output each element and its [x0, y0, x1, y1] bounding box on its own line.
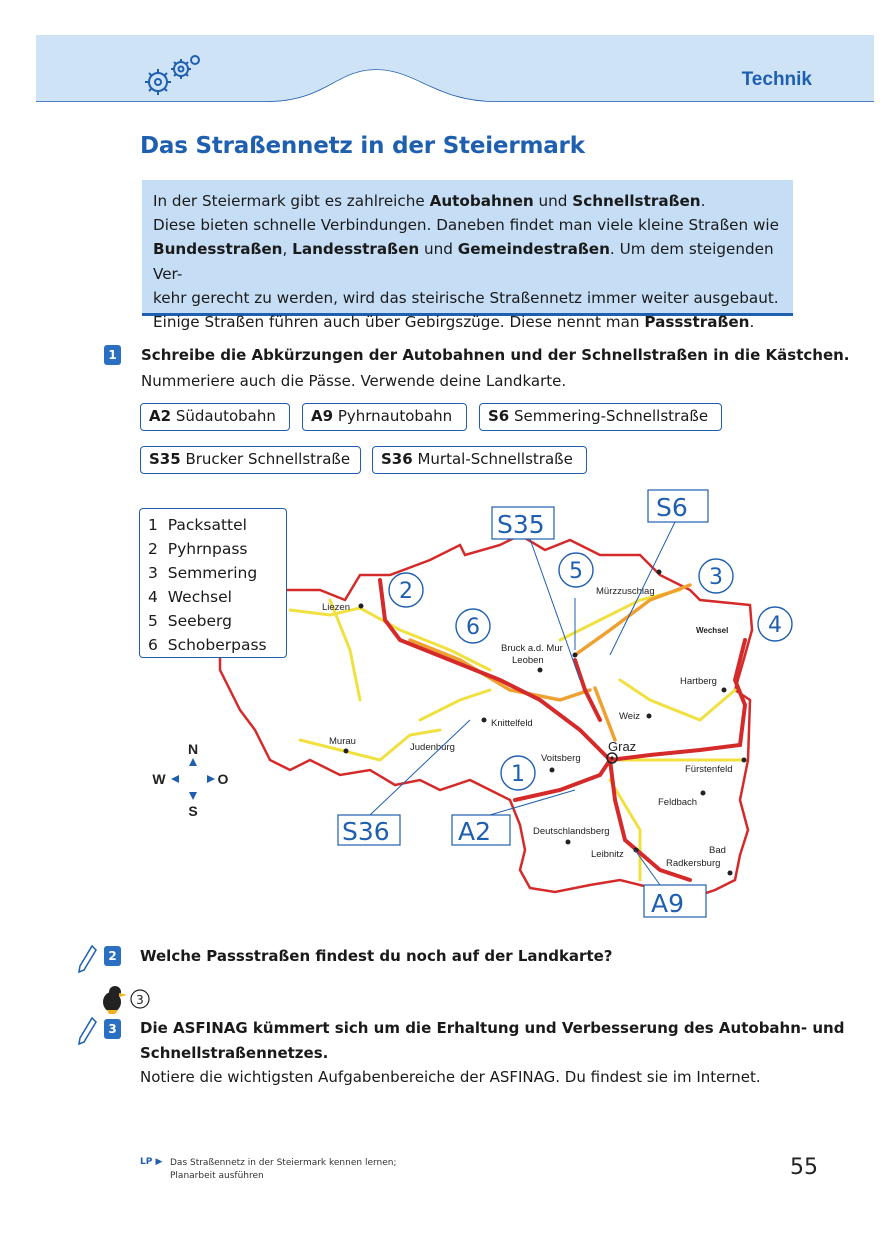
town-bad: Bad — [709, 845, 726, 856]
pass-label-1: 1 — [511, 762, 525, 787]
town-radkersburg: Radkersburg — [666, 858, 721, 869]
section-label: Technik — [741, 69, 812, 90]
footer-objectives: Das Straßennetz in der Steiermark kennen lernen; Planarbeit ausführen — [170, 1158, 397, 1181]
task-1-number: 1 — [104, 345, 121, 365]
town-weiz: Weiz — [619, 711, 640, 722]
town-feldbach: Feldbach — [658, 797, 698, 808]
answer-a2: A2 — [458, 817, 492, 846]
town-bruck: Bruck a.d. Mur — [501, 643, 563, 654]
page-title: Das Straßennetz in der Steiermark — [140, 133, 585, 159]
road-box-a9: A9 Pyhrnautobahn — [302, 403, 467, 431]
page-number: 55 — [790, 1155, 818, 1180]
town-deutschlandsberg: Deutschlandsberg — [533, 826, 610, 837]
task-2-number: 2 — [104, 946, 121, 966]
legend-item: 1 Packsattel — [148, 516, 247, 534]
road-box-s36: S36 Murtal-Schnellstraße — [372, 446, 587, 474]
answer-s35: S35 — [497, 510, 545, 539]
pass-label-5: 5 — [569, 559, 583, 584]
road-box-a2: A2 Südautobahn — [140, 403, 290, 431]
legend-item: 3 Semmering — [148, 564, 258, 582]
legend-item: 4 Wechsel — [148, 588, 232, 606]
town-hartberg: Hartberg — [680, 676, 717, 687]
svg-text:S: S — [188, 803, 198, 819]
pencil-icon — [76, 1016, 98, 1046]
town-wechsel: Wechsel — [696, 626, 729, 635]
pass-label-3: 3 — [709, 565, 723, 590]
svg-text:W: W — [152, 771, 166, 787]
answer-s36: S36 — [342, 817, 390, 846]
legend-item: 6 Schoberpass — [148, 636, 267, 654]
town-muerzzuschlag: Mürzzuschlag — [596, 586, 655, 597]
task-3-text: Notiere die wichtigsten Aufgabenbereiche der ASFINAG. Du findest sie im Internet. — [140, 1068, 761, 1086]
compass-rose — [151, 738, 231, 823]
task-1-text: Nummeriere auch die Pässe. Verwende deine Landkarte. — [141, 372, 567, 390]
town-voitsberg: Voitsberg — [541, 753, 581, 764]
footer-lp-label: LP ▶ — [140, 1157, 163, 1167]
svg-text:O: O — [217, 771, 229, 787]
pencil-icon — [76, 944, 98, 974]
town-fuerstenfeld: Fürstenfeld — [685, 764, 733, 775]
road-box-s35: S35 Brucker Schnellstraße — [140, 446, 361, 474]
level-badge: 3 — [136, 993, 144, 1007]
road-box-s6: S6 Semmering-Schnellstraße — [479, 403, 722, 431]
town-liezen: Liezen — [322, 602, 350, 613]
pass-label-6: 6 — [466, 615, 480, 640]
svg-text:N: N — [187, 741, 199, 757]
task-3-title-line-2: Schnellstraßennetzes. — [140, 1044, 329, 1062]
task-1-title: Schreibe die Abkürzungen der Autobahnen und der Schnellstraßen in die Kästchen. — [141, 346, 850, 364]
pass-label-2: 2 — [399, 579, 413, 604]
intro-box: In der Steiermark gibt es zahlreiche Autobahnen und Schnellstraßen. Diese bieten schnelle Verbindungen. Daneben findet man viele kleine Straßen wie Bundesstraßen, Landesstraßen und Gemeindestraßen. Um dem steigenden Ver- kehr gerecht zu werden, wird das steirische Straßennetz immer weiter ausgebaut. Einige Straßen führen auch über Gebirgszüge. Diese nennt man Passstraßen. — [142, 180, 793, 316]
pass-label-4: 4 — [768, 613, 782, 638]
task-2-title: Welche Passstraßen findest du noch auf der Landkarte? — [140, 947, 613, 965]
legend-item: 5 Seeberg — [148, 612, 232, 630]
town-graz: Graz — [608, 739, 637, 754]
bird-level-icon — [98, 982, 152, 1016]
town-murau: Murau — [329, 736, 356, 747]
gears-icon — [140, 52, 210, 102]
task-3-number: 3 — [104, 1019, 121, 1039]
town-leibnitz: Leibnitz — [591, 849, 624, 860]
pass-legend — [139, 508, 287, 658]
task-3-title-line-1: Die ASFINAG kümmert sich um die Erhaltung und Verbesserung des Autobahn- und — [140, 1019, 845, 1037]
town-leoben: Leoben — [512, 655, 544, 666]
town-knittelfeld: Knittelfeld — [491, 718, 533, 729]
answer-a9: A9 — [651, 889, 685, 918]
answer-s6: S6 — [656, 493, 688, 522]
legend-item: 2 Pyhrnpass — [148, 540, 248, 558]
town-judenburg: Judenburg — [410, 742, 455, 753]
